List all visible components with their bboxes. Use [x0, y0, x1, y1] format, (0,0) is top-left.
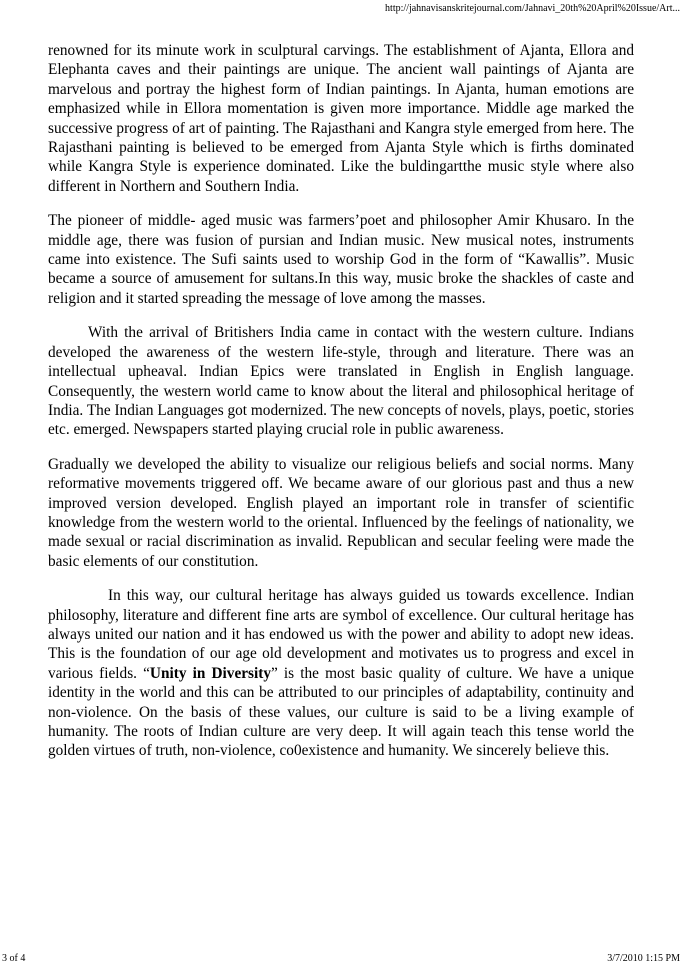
paragraph-reform-movements: Gradually we developed the ability to visualize our religious beliefs and social norms. Many reformative movements triggered off. We became aware of our glorious past and thus a new improved version developed. English played an important role in transfer of scientific knowledge from the western world to the oriental. Influenced by the feelings of nationality, we made sexual or racial discrimination as invalid. Republican and secular feeling were made the basic elements of our constitution. [48, 455, 634, 570]
bold-phrase-unity-in-diversity: Unity in Diversity [149, 664, 271, 682]
paragraph-art-painting: renowned for its minute work in sculptural carvings. The establishment of Ajanta, Ellora and Elephanta caves and their paintings are unique. The ancient wall paintings of Ajanta are marvelous and portray the highest form of Indian paintings. In Ajanta, human emotions are emphasized while in Ellora momentation is given more importance. Middle age marked the successive progress of art of painting. The Rajasthani and Kangra style emerged from here. The Rajasthani painting is believed to be emerged from Ajanta Style which is firths dominated while Kangra Style is experience dominated. Like the buldingartthe music style where also different in Northern and Southern India. [48, 42, 634, 195]
paragraph-british-era: With the arrival of Britishers India came in contact with the western culture. Indians developed the awareness of the western life-style, through and literature. There was an intellectual upheaval. Indian Epics were translated in English in English language. Consequently, the western world came to know about the literal and philosophical heritage of India. The Indian Languages got modernized. The new concepts of novels, plays, poetic, stories etc. emerged. Newspapers started playing crucial role in public awareness. [48, 324, 634, 439]
text-segment: ” is the most basic quality of culture. We have a unique identity in the world and this can be attributed to our principles of adaptability, continuity and non-violence. On the basis of these values, our culture is said to be a living example of humanity. The roots of Indian culture are very deep. It will again teach this tense world the golden virtues of truth, non-violence, co0existence and humanity. We sincerely believe this. [48, 664, 634, 760]
browser-print-url: http://jahnavisanskritejournal.com/Jahnavi_20th%20April%20Issue/Art... [385, 3, 680, 14]
paragraph-cultural-heritage [48, 586, 634, 761]
text-segment: In this way, our cultural heritage has always guided us towards excellence. Indian philosophy, literature and different fine arts are symbol of excellence. Our cultural heritage has always united our nation and it has endowed us with the power and ability to adopt new ideas. This is the foundation of our age old development and motivates us to progress and excel in various fields. “ [48, 587, 634, 682]
page-number: 3 of 4 [2, 953, 26, 964]
article-body [48, 41, 634, 776]
paragraph-middle-age-music: The pioneer of middle- aged music was farmers’poet and philosopher Amir Khusaro. In the middle age, there was fusion of pursian and Indian music. New musical notes, instruments came into existence. The Sufi saints used to worship God in the form of “Kawallis”. Music became a source of amusement for sultans.In this way, music broke the shackles of caste and religion and it started spreading the message of love among the masses. [48, 212, 634, 307]
print-timestamp: 3/7/2010 1:15 PM [607, 953, 680, 964]
